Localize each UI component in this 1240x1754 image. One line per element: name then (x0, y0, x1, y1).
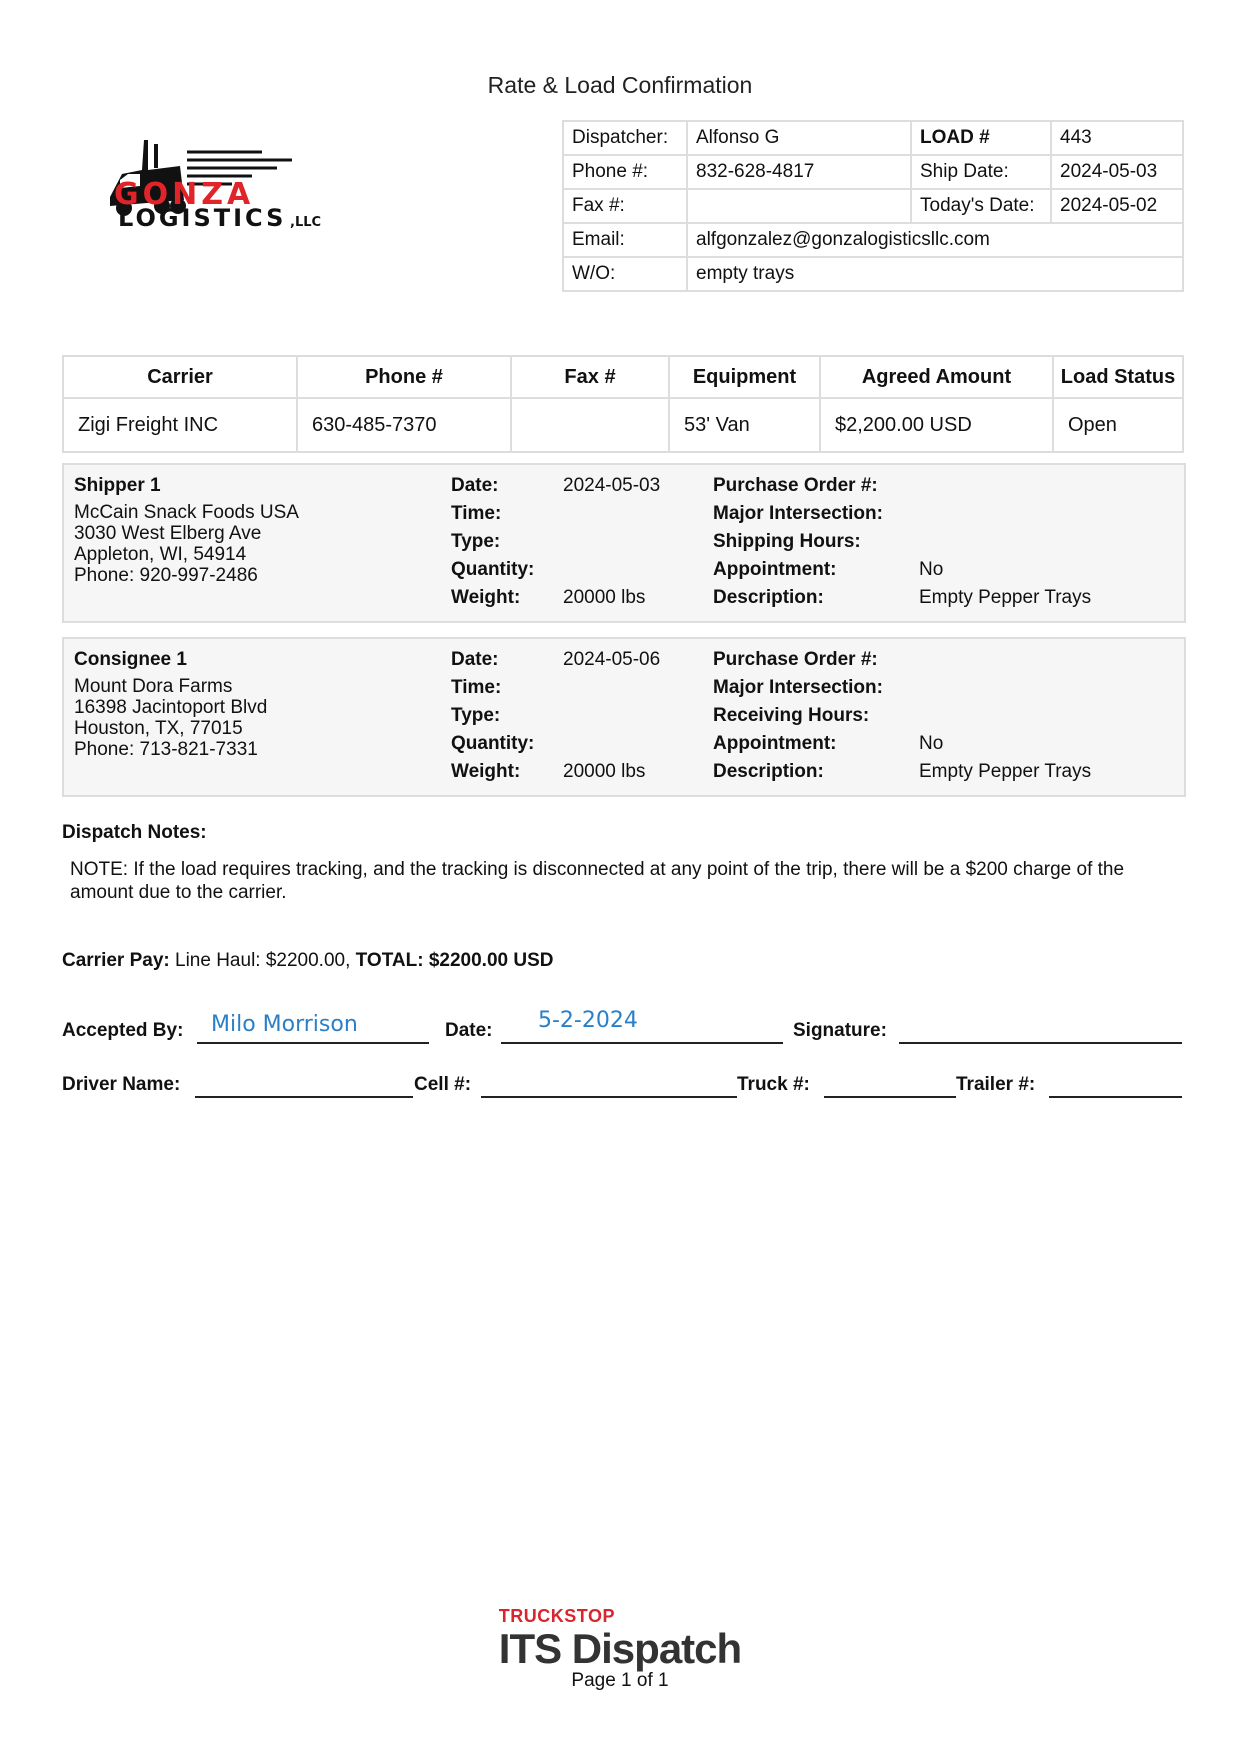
wo-value: empty trays (687, 257, 1183, 291)
company-logo (62, 122, 348, 262)
shipper-description-label: Description: (713, 587, 824, 608)
cell-line[interactable] (481, 1096, 737, 1098)
carrier-pay-label: Carrier Pay: (62, 950, 170, 971)
truck-logo-icon (62, 122, 348, 262)
shipper-quantity (563, 559, 713, 587)
carrier-fax (511, 398, 669, 452)
fax-header: Fax # (511, 356, 669, 398)
signature-label: Signature: (793, 1020, 887, 1041)
carrier-load-status: Open (1053, 398, 1183, 452)
today-date-label: Today's Date: (911, 189, 1051, 223)
consignee-quantity-label: Quantity: (451, 733, 535, 754)
its-dispatch-logo (0, 1606, 1240, 1671)
info-row (563, 257, 1183, 291)
consignee-name: Mount Dora Farms (74, 676, 233, 697)
shipper-major (919, 503, 1169, 531)
consignee-type-label: Type: (451, 705, 501, 726)
consignee-address-line2: Houston, TX, 77015 (74, 718, 243, 739)
cell-label: Cell #: (414, 1074, 472, 1095)
dispatch-info-table (562, 120, 1184, 292)
page-number: Page 1 of 1 (571, 1670, 669, 1691)
page-title: Rate & Load Confirmation (487, 72, 753, 98)
dispatcher-value: Alfonso G (687, 121, 911, 155)
equipment-header: Equipment (669, 356, 820, 398)
shipper-address-line1: 3030 West Elberg Ave (74, 523, 262, 544)
driver-name-line[interactable] (195, 1096, 413, 1098)
consignee-time-label: Time: (451, 677, 502, 698)
consignee-description-label: Description: (713, 761, 824, 782)
email-value: alfgonzalez@gonzalogisticsllc.com (687, 223, 1183, 257)
ship-date-label: Ship Date: (911, 155, 1051, 189)
shipper-time-label: Time: (451, 503, 502, 524)
dispatch-notes-text: NOTE: If the load requires tracking, and the tracking is disconnected at any point of the trip, there will be a $200 charge of the amount due to the carrier. (70, 859, 1125, 903)
ship-date-value: 2024-05-03 (1051, 155, 1183, 189)
consignee-major (919, 677, 1169, 705)
truck-line[interactable] (824, 1096, 956, 1098)
consignee-section (62, 637, 1186, 797)
accepted-date-value: 5-2-2024 (538, 1008, 638, 1033)
trailer-line[interactable] (1049, 1096, 1182, 1098)
consignee-major-label: Major Intersection: (713, 677, 883, 698)
info-row (563, 189, 1183, 223)
info-row (563, 121, 1183, 155)
fax-value (687, 189, 911, 223)
consignee-appointment: No (919, 733, 944, 754)
phone-header: Phone # (297, 356, 511, 398)
dispatcher-label: Dispatcher: (563, 121, 687, 155)
carrier-equipment: 53' Van (669, 398, 820, 452)
accepted-date-line[interactable] (501, 1042, 783, 1044)
shipper-details (451, 475, 713, 615)
shipper-weight-label: Weight: (451, 587, 521, 608)
shipper-section (62, 463, 1186, 623)
shipper-po-label: Purchase Order #: (713, 475, 878, 496)
shipper-address (74, 475, 299, 586)
info-row (563, 155, 1183, 189)
dispatch-notes-heading: Dispatch Notes: (62, 822, 207, 843)
consignee-phone: Phone: 713-821-7331 (74, 739, 258, 760)
load-status-header: Load Status (1053, 356, 1183, 398)
shipper-order-details (713, 475, 1169, 615)
consignee-po-label: Purchase Order #: (713, 649, 878, 670)
shipper-phone: Phone: 920-997-2486 (74, 565, 258, 586)
svg-text:,LLC: ,LLC (290, 215, 322, 230)
shipper-appointment: No (919, 559, 944, 580)
consignee-type (563, 705, 713, 733)
carrier-header: Carrier (63, 356, 297, 398)
consignee-appointment-label: Appointment: (713, 733, 837, 754)
info-row (563, 223, 1183, 257)
shipper-heading: Shipper 1 (74, 475, 161, 496)
svg-text:GONZA: GONZA (114, 177, 255, 212)
carrier-pay-line-haul: Line Haul: $2200.00, (169, 950, 356, 971)
svg-text:LOGISTICS: LOGISTICS (118, 204, 287, 232)
carrier-header-row (63, 356, 1183, 398)
truck-label: Truck #: (737, 1074, 810, 1095)
shipper-description: Empty Pepper Trays (919, 587, 1092, 608)
load-number-value: 443 (1051, 121, 1183, 155)
consignee-weight-label: Weight: (451, 761, 521, 782)
its-dispatch-brand: ITS Dispatch (498, 1625, 742, 1672)
carrier-table (62, 355, 1184, 453)
driver-name-label: Driver Name: (62, 1074, 181, 1095)
agreed-amount-header: Agreed Amount (820, 356, 1053, 398)
consignee-heading: Consignee 1 (74, 649, 187, 670)
consignee-time (563, 677, 713, 705)
consignee-date-label: Date: (451, 649, 499, 670)
shipper-date: 2024-05-03 (563, 475, 661, 496)
shipper-time (563, 503, 713, 531)
shipper-name: McCain Snack Foods USA (74, 502, 299, 523)
carrier-pay (62, 950, 553, 972)
today-date-value: 2024-05-02 (1051, 189, 1183, 223)
load-number-label: LOAD # (911, 121, 1051, 155)
truckstop-brand: TRUCKSTOP (498, 1606, 615, 1626)
wo-label: W/O: (563, 257, 687, 291)
signature-line[interactable] (899, 1042, 1182, 1044)
shipper-quantity-label: Quantity: (451, 559, 535, 580)
consignee-address (74, 649, 267, 760)
shipper-hours (919, 531, 1169, 559)
email-label: Email: (563, 223, 687, 257)
consignee-quantity (563, 733, 713, 761)
shipper-address-line2: Appleton, WI, 54914 (74, 544, 247, 565)
consignee-hours-label: Receiving Hours: (713, 705, 870, 726)
shipper-major-label: Major Intersection: (713, 503, 883, 524)
fax-label: Fax #: (563, 189, 687, 223)
carrier-phone: 630-485-7370 (297, 398, 511, 452)
consignee-order-details (713, 649, 1169, 789)
consignee-po (919, 649, 1169, 677)
accepted-by-value: Milo Morrison (211, 1012, 358, 1037)
carrier-agreed-amount: $2,200.00 USD (820, 398, 1053, 452)
consignee-description: Empty Pepper Trays (919, 761, 1092, 782)
consignee-details (451, 649, 713, 789)
consignee-address-line1: 16398 Jacintoport Blvd (74, 697, 268, 718)
consignee-hours (919, 705, 1169, 733)
shipper-type-label: Type: (451, 531, 501, 552)
consignee-date: 2024-05-06 (563, 649, 661, 670)
carrier-name: Zigi Freight INC (63, 398, 297, 452)
consignee-weight: 20000 lbs (563, 761, 646, 782)
carrier-pay-total: TOTAL: $2200.00 USD (355, 950, 554, 971)
accepted-by-label: Accepted By: (62, 1020, 184, 1041)
shipper-weight: 20000 lbs (563, 587, 646, 608)
accepted-date-label: Date: (445, 1020, 493, 1041)
shipper-hours-label: Shipping Hours: (713, 531, 861, 552)
accepted-by-line[interactable] (197, 1042, 429, 1044)
trailer-label: Trailer #: (956, 1074, 1036, 1095)
shipper-type (563, 531, 713, 559)
shipper-po (919, 475, 1169, 503)
shipper-appointment-label: Appointment: (713, 559, 837, 580)
carrier-row (63, 398, 1183, 452)
phone-label: Phone #: (563, 155, 687, 189)
phone-value: 832-628-4817 (687, 155, 911, 189)
shipper-date-label: Date: (451, 475, 499, 496)
